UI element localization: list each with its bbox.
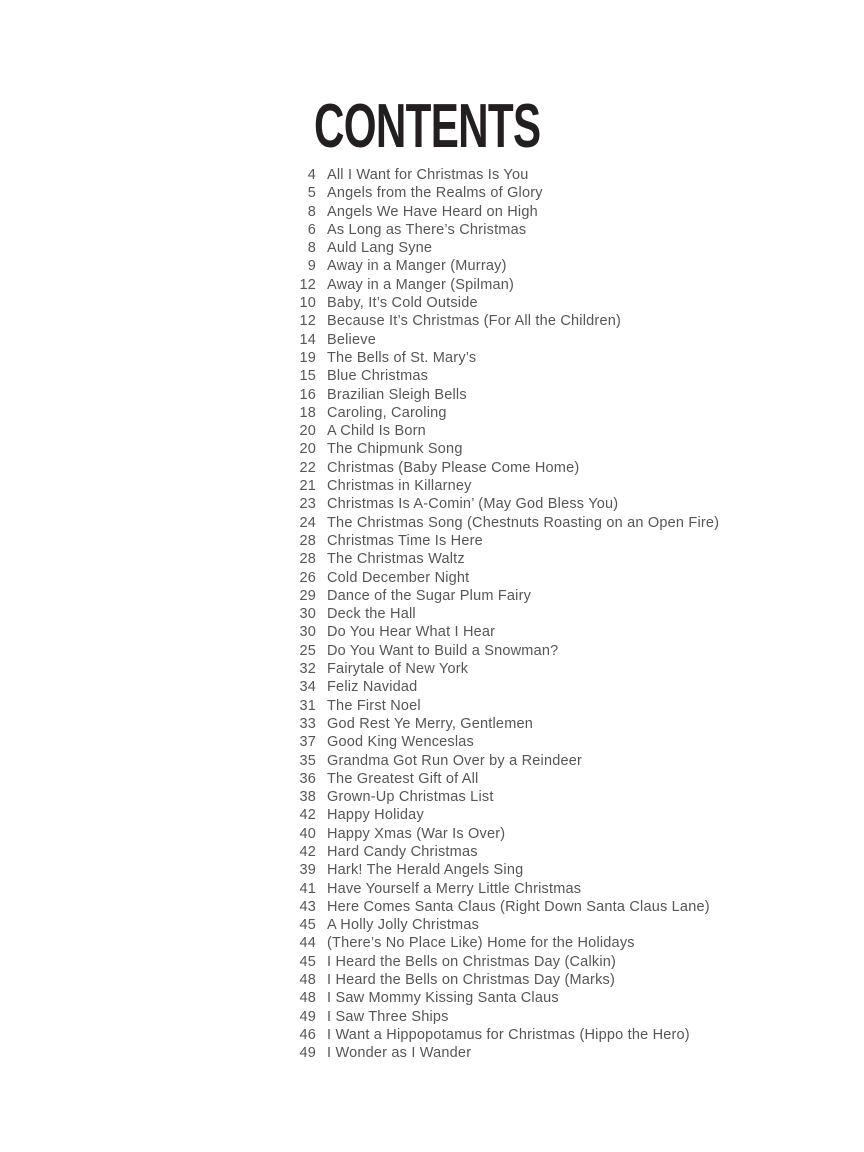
toc-entry-title: Do You Hear What I Hear: [327, 624, 496, 641]
toc-entry: [290, 422, 719, 440]
toc-entry: [290, 678, 719, 696]
toc-entry: [290, 221, 719, 239]
toc-entry-page-number: 19: [299, 349, 316, 366]
toc-entry: [290, 184, 719, 202]
toc-entry-page-number: 4: [307, 167, 316, 183]
toc-entry-title: I Wonder as I Wander: [327, 1045, 472, 1062]
toc-entry-page-number: 20: [299, 423, 316, 440]
toc-entry: [290, 861, 719, 879]
toc-entry-page-number: 15: [299, 368, 316, 385]
toc-entry: [290, 843, 719, 861]
toc-entry: [290, 697, 719, 715]
toc-entry-title: Happy Holiday: [327, 807, 424, 824]
toc-entry-title: Christmas in Killarney: [327, 478, 472, 495]
toc-entry: [290, 989, 719, 1007]
toc-entry-page-number: 12: [299, 313, 316, 330]
toc-list: [290, 166, 719, 1063]
toc-entry: [290, 806, 719, 824]
toc-entry-page-number: 30: [299, 606, 316, 623]
toc-entry-title: Auld Lang Syne: [327, 240, 433, 257]
toc-entry-page-number: 40: [299, 825, 316, 842]
toc-entry-page-number: 28: [299, 551, 316, 568]
toc-entry-page-number: 22: [299, 459, 316, 476]
page-title: CONTENTS: [314, 92, 541, 161]
toc-entry-page-number: 41: [299, 880, 316, 897]
toc-entry-title: The Christmas Song (Chestnuts Roasting on an Open Fire): [327, 514, 720, 531]
toc-entry: [290, 477, 719, 495]
toc-entry-title: Cold December Night: [327, 569, 470, 586]
toc-entry-page-number: 10: [299, 295, 316, 312]
toc-entry-page-number: 32: [299, 661, 316, 678]
toc-entry-page-number: 23: [299, 496, 316, 513]
toc-entry: [290, 257, 719, 275]
toc-entry-title: I Saw Three Ships: [327, 1008, 449, 1025]
toc-entry-page-number: 6: [307, 221, 316, 238]
toc-entry-page-number: 30: [299, 624, 316, 641]
toc-entry-page-number: 44: [299, 935, 316, 952]
toc-entry-page-number: 28: [299, 532, 316, 549]
toc-entry-page-number: 14: [299, 331, 316, 348]
toc-entry-title: The First Noel: [327, 697, 421, 714]
toc-entry: [290, 605, 719, 623]
toc-entry-page-number: 20: [299, 441, 316, 458]
toc-entry: [290, 953, 719, 971]
toc-entry-page-number: 31: [299, 697, 316, 714]
toc-entry-page-number: 25: [299, 642, 316, 659]
toc-entry: [290, 934, 719, 952]
toc-entry-title: Angels from the Realms of Glory: [327, 185, 543, 202]
toc-entry-page-number: 35: [299, 752, 316, 769]
toc-entry: [290, 898, 719, 916]
toc-entry: [290, 770, 719, 788]
toc-entry-page-number: 48: [299, 990, 316, 1007]
toc-entry-title: Christmas (Baby Please Come Home): [327, 459, 580, 476]
toc-entry: [290, 312, 719, 330]
toc-entry-title: Here Comes Santa Claus (Right Down Santa Claus Lane): [327, 898, 710, 915]
toc-entry-title: Away in a Manger (Spilman): [327, 276, 515, 293]
toc-entry: [290, 569, 719, 587]
toc-entry-title: Christmas Is A-Comin’ (May God Bless You): [327, 496, 619, 513]
toc-entry-title: Believe: [327, 331, 376, 348]
toc-entry: [290, 788, 719, 806]
toc-entry-title: A Holly Jolly Christmas: [327, 917, 480, 934]
toc-entry: [290, 550, 719, 568]
toc-entry: [290, 1044, 719, 1062]
toc-entry-page-number: 8: [307, 203, 316, 220]
toc-entry-title: I Want a Hippopotamus for Christmas (Hippo the Hero): [327, 1026, 690, 1043]
toc-entry: [290, 166, 719, 184]
toc-entry-title: Happy Xmas (War Is Over): [327, 825, 506, 842]
toc-entry: [290, 203, 719, 221]
toc-entry: [290, 495, 719, 513]
toc-entry: [290, 752, 719, 770]
toc-entry: [290, 404, 719, 422]
toc-entry-title: Angels We Have Heard on High: [327, 203, 538, 220]
toc-entry: [290, 276, 719, 294]
toc-entry-title: Because It’s Christmas (For All the Children): [327, 313, 622, 330]
toc-entry: [290, 1008, 719, 1026]
toc-entry-page-number: 9: [307, 258, 316, 275]
toc-entry-page-number: 5: [307, 185, 316, 202]
toc-entry-page-number: 39: [299, 862, 316, 879]
toc-entry-title: Do You Want to Build a Snowman?: [327, 642, 559, 659]
toc-entry-title: The Bells of St. Mary’s: [327, 349, 477, 366]
toc-entry-page-number: 38: [299, 789, 316, 806]
toc-entry-page-number: 45: [299, 953, 316, 970]
toc-entry-title: Have Yourself a Merry Little Christmas: [327, 880, 582, 897]
toc-entry: [290, 733, 719, 751]
toc-entry-title: I Heard the Bells on Christmas Day (Calkin): [327, 953, 617, 970]
toc-entry-title: A Child Is Born: [327, 423, 426, 440]
toc-entry-title: Good King Wenceslas: [327, 734, 475, 751]
toc-entry-page-number: 12: [299, 276, 316, 293]
toc-entry-title: Grown-Up Christmas List: [327, 789, 494, 806]
toc-entry-title: Feliz Navidad: [327, 679, 418, 696]
toc-entry-page-number: 36: [299, 770, 316, 787]
toc-entry: [290, 367, 719, 385]
toc-entry: [290, 825, 719, 843]
toc-entry-page-number: 49: [299, 1045, 316, 1062]
toc-entry: [290, 440, 719, 458]
toc-entry-title: Fairytale of New York: [327, 661, 469, 678]
toc-entry-title: Caroling, Caroling: [327, 404, 447, 421]
toc-entry-page-number: 37: [299, 734, 316, 751]
toc-entry: [290, 587, 719, 605]
toc-entry: [290, 532, 719, 550]
toc-entry-title: Hark! The Herald Angels Sing: [327, 862, 524, 879]
toc-entry-title: I Heard the Bells on Christmas Day (Marks): [327, 972, 616, 989]
toc-entry: [290, 294, 719, 312]
toc-entry-page-number: 8: [307, 240, 316, 257]
toc-entry-title: As Long as There’s Christmas: [327, 221, 527, 238]
toc-entry-page-number: 42: [299, 843, 316, 860]
toc-entry-page-number: 24: [299, 514, 316, 531]
toc-entry-title: (There’s No Place Like) Home for the Holidays: [327, 935, 635, 952]
toc-entry-title: Baby, It’s Cold Outside: [327, 295, 478, 312]
toc-entry: [290, 623, 719, 641]
toc-entry: [290, 349, 719, 367]
toc-entry-page-number: 43: [299, 898, 316, 915]
toc-entry: [290, 916, 719, 934]
toc-entry: [290, 331, 719, 349]
toc-entry-title: Hard Candy Christmas: [327, 843, 478, 860]
toc-entry-title: Deck the Hall: [327, 606, 416, 623]
toc-entry: [290, 642, 719, 660]
toc-entry-page-number: 16: [299, 386, 316, 403]
toc-entry-title: The Chipmunk Song: [327, 441, 463, 458]
toc-entry-page-number: 42: [299, 807, 316, 824]
toc-entry-title: All I Want for Christmas Is You: [327, 167, 529, 183]
toc-entry-page-number: 26: [299, 569, 316, 586]
toc-entry-title: I Saw Mommy Kissing Santa Claus: [327, 990, 559, 1007]
toc-entry: [290, 239, 719, 257]
toc-entry: [290, 1026, 719, 1044]
toc-entry-page-number: 18: [299, 404, 316, 421]
toc-entry-title: The Greatest Gift of All: [327, 770, 479, 787]
toc-entry-page-number: 29: [299, 587, 316, 604]
toc-entry-title: God Rest Ye Merry, Gentlemen: [327, 715, 534, 732]
toc-entry-title: The Christmas Waltz: [327, 551, 465, 568]
toc-entry: [290, 880, 719, 898]
toc-entry-title: Dance of the Sugar Plum Fairy: [327, 587, 532, 604]
toc-entry-title: Grandma Got Run Over by a Reindeer: [327, 752, 583, 769]
toc-entry: [290, 386, 719, 404]
toc-entry: [290, 715, 719, 733]
toc-entry: [290, 514, 719, 532]
toc-entry-title: Christmas Time Is Here: [327, 532, 483, 549]
toc-entry-title: Away in a Manger (Murray): [327, 258, 507, 275]
toc-entry-page-number: 33: [299, 715, 316, 732]
toc-entry-page-number: 49: [299, 1008, 316, 1025]
toc-entry-page-number: 46: [299, 1026, 316, 1043]
toc-entry-page-number: 48: [299, 972, 316, 989]
toc-entry: [290, 971, 719, 989]
toc-entry: [290, 459, 719, 477]
toc-entry: [290, 660, 719, 678]
toc-entry-page-number: 21: [299, 478, 316, 495]
toc-entry-title: Brazilian Sleigh Bells: [327, 386, 467, 403]
toc-entry-page-number: 34: [299, 679, 316, 696]
toc-entry-page-number: 45: [299, 917, 316, 934]
toc-entry-title: Blue Christmas: [327, 368, 429, 385]
